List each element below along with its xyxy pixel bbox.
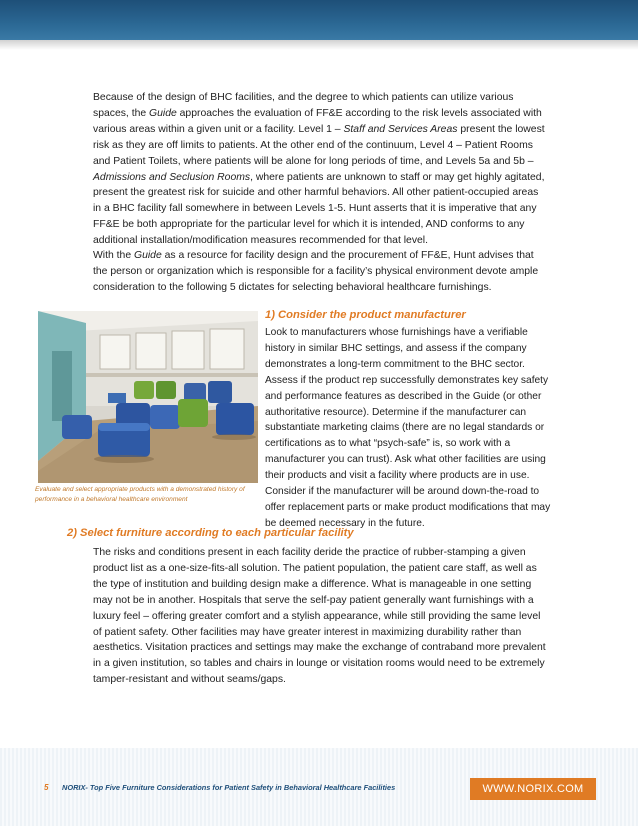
footer bbox=[30, 778, 608, 800]
section-1-heading: 1) Consider the product manufacturer bbox=[265, 309, 466, 321]
page-number: 5 bbox=[44, 783, 49, 792]
lounge-photo bbox=[38, 311, 258, 483]
footer-title: NORIX- Top Five Furniture Considerations for Patient Safety in Behavioral Healthcare Facilities bbox=[62, 783, 396, 792]
photo-caption: Evaluate and select appropriate products with a demonstrated history of performance in a behavioral healthcare environment bbox=[35, 486, 245, 503]
intro-paragraph: Because of the design of BHC facilities, and the degree to which patients can utilize various spaces, the Guide approaches the evaluation of FF&E according to the risk levels associated with various areas within a given unit or a facility. Level 1 – Staff and Services Areas present the lowest risk as they are off limits to patients. At the other end of the continuum, Level 4 – Patient Rooms and Patient Toilets, where patients will be alone for long periods of time, and Levels 5a and 5b – Admissions and Seclusion Rooms, where patients are unknown to staff or may get highly agitated, present the greatest risk for suicide and other harmful behaviors. All other patient-occupied areas in a BHC facility fall somewhere in between Levels 1-5. Hunt asserts that it is imperative that any FF&E be both appropriate for the particular level for which it is intended, AND conforms to any additional installation/modification measures recommended for that level. bbox=[93, 92, 545, 247]
guide-paragraph: With the Guide as a resource for facility design and the procurement of FF&E, Hunt advises that the person or organization which is responsible for a facility’s physical environment devote ample consideration to the following 5 dictates for selecting behavioral healthcare furnishings. bbox=[93, 250, 539, 293]
section-1-text: Look to manufacturers whose furnishings have a verifiable history in similar BHC settings, and assess if the company demonstrates a long-term commitment to the BHC sector. Assess if the product rep successfully demonstrates key safety and performance features as described in the Guide (or other authoritative resource). Determine if the manufacturer can substantiate marketing claims (there are no legal standards or certifications as to what “psych-safe” is, so work with a manufacturer you can trust). Ask what other facilities are using their products and visit a facility where products are in use. Consider if the manufacturer will be around down-the-road to offer replacement parts or make product modifications that may be deemed necessary in the future. bbox=[265, 327, 551, 529]
website-link[interactable]: WWW.NORIX.COM bbox=[470, 778, 596, 800]
header-shadow bbox=[0, 40, 638, 50]
header-bar bbox=[0, 0, 638, 40]
section-2-heading: 2) Select furniture according to each particular facility bbox=[67, 527, 354, 539]
section-2-text: The risks and conditions present in each facility deride the practice of rubber-stamping a given product list as a one-size-fits-all solution. The patient population, the patient care staff, as well as the type of institution and building design make a difference. What is manageable in one setting may not be in another. Hospitals that serve the self-pay patient generally want furnishings with a luxury feel – offering greater comfort and a stylish appearance, while still providing the same level of patient safety. Other facilities may have greater interest in maximizing durability rather than aesthetics. Visitation practices and settings may make the exchange of contraband more prevalent in a given institution, so tables and chairs in lounge or visitation rooms would need to be extremely tamper-resistant and without seams/gaps. bbox=[93, 547, 546, 686]
